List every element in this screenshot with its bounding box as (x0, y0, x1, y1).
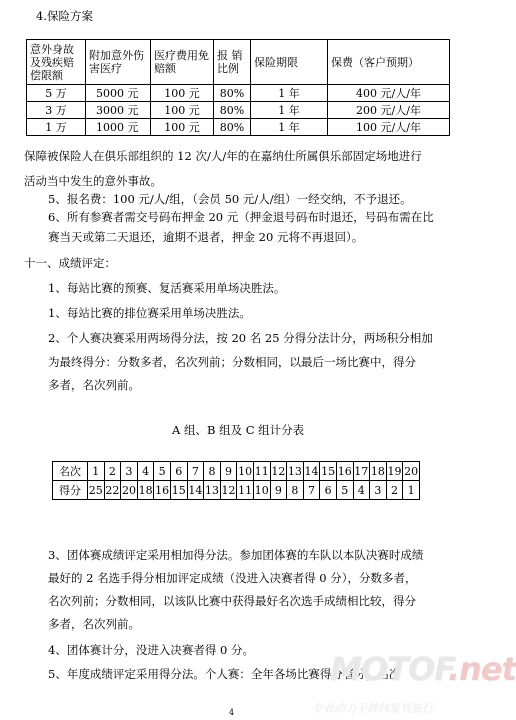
paragraph-line: 2、个人赛决赛采用两场得分法，按 20 名 25 分得分法计分，两场积分相加 (48, 331, 433, 345)
rank-cell: 2 (104, 462, 121, 481)
rank-cell: 3 (121, 462, 138, 481)
points-row (53, 481, 420, 500)
points-cell: 1 (403, 481, 420, 500)
rank-cell: 13 (287, 462, 304, 481)
rank-cell: 15 (320, 462, 337, 481)
paragraph-line: 3、团体赛成绩评定采用相加得分法。参加团体赛的车队以本队决赛时成绩 (48, 548, 424, 562)
rank-cell: 11 (253, 462, 270, 481)
points-cell: 8 (287, 481, 304, 500)
rank-cell: 5 (154, 462, 171, 481)
rank-cell: 18 (370, 462, 387, 481)
rank-cell: 1 (88, 462, 105, 481)
table-cell: 400 元/人/年 (328, 85, 450, 102)
table-cell: 200 元/人/年 (328, 102, 450, 119)
table-cell: 1 年 (251, 102, 328, 119)
points-cell: 25 (88, 481, 105, 500)
paragraph-line: 4、团体赛计分，没进入决赛者得 0 分。 (48, 643, 254, 657)
rank-cell: 7 (187, 462, 204, 481)
points-cell: 12 (220, 481, 237, 500)
header-cell: 保费（客户预期） (328, 40, 450, 85)
rank-label: 名次 (53, 462, 88, 481)
points-cell: 15 (170, 481, 187, 500)
paragraph-line: 活动当中发生的意外事故。 (24, 174, 162, 188)
page-number: 4 (229, 708, 235, 717)
paragraph-line: 5、报名费：100 元/人/组，（会员 50 元/人/组）一经交纳，不予退还。 (48, 192, 412, 206)
paragraph-line: 多者，名次列前。 (48, 378, 140, 392)
points-cell: 2 (386, 481, 403, 500)
watermark-slogan: 专业动力子牌找发货旅行 (312, 702, 433, 715)
points-cell: 11 (237, 481, 254, 500)
rank-row (53, 462, 420, 481)
points-cell: 10 (253, 481, 270, 500)
header-cell: 保险期限 (251, 40, 328, 85)
table-cell: 5 万 (27, 85, 86, 102)
paragraph-line: 多者，名次列前。 (48, 617, 140, 631)
table-cell: 3 万 (27, 102, 86, 119)
rank-cell: 19 (386, 462, 403, 481)
points-cell: 22 (104, 481, 121, 500)
points-label: 得分 (53, 481, 88, 500)
points-cell: 20 (121, 481, 138, 500)
points-cell: 9 (270, 481, 287, 500)
rank-cell: 4 (137, 462, 154, 481)
points-cell: 13 (204, 481, 221, 500)
header-cell: 附加意外伤害医疗 (86, 40, 151, 85)
paragraph-line: 6、所有参赛者需交号码布押金 20 元（押金退号码布时退还，号码布需在比 (48, 210, 434, 224)
rank-cell: 16 (336, 462, 353, 481)
insurance-heading: 4.保险方案 (36, 9, 93, 23)
paragraph-line: 名次列前；分数相同，以该队比赛中获得最好名次选手成绩相比较，得分 (48, 594, 416, 608)
table-cell: 100 元 (151, 102, 214, 119)
table-cell: 100 元 (151, 119, 214, 136)
paragraph-line: 为最终得分：分数多者，名次列前；分数相同，以最后一场比赛中，得分 (48, 355, 416, 369)
points-cell: 4 (353, 481, 370, 500)
insurance-table (26, 39, 450, 136)
rank-cell: 9 (220, 462, 237, 481)
watermark-logo (330, 650, 516, 688)
paragraph-line: 最好的 2 名选手得分相加评定成绩（没进入决赛者得 0 分），分数多者， (48, 571, 417, 585)
section-heading: 十一、成绩评定： (24, 256, 116, 270)
header-cell: 医疗费用免赔额 (151, 40, 214, 85)
rank-cell: 12 (270, 462, 287, 481)
table-cell: 100 元/人/年 (328, 119, 450, 136)
paragraph-line: 保障被保险人在俱乐部组织的 12 次/人/年的在嘉纳仕所属俱乐部固定场地进行 (24, 149, 422, 163)
table-header-row (27, 40, 450, 85)
table-row (27, 102, 450, 119)
paragraph-line: 赛当天或第二天退还，逾期不退者，押金 20 元将不再退回）。 (48, 230, 364, 244)
table-cell: 1000 元 (86, 119, 151, 136)
points-cell: 6 (320, 481, 337, 500)
paragraph-line: 1、每站比赛的排位赛采用单场决胜法。 (48, 306, 251, 320)
table-cell: 1 年 (251, 119, 328, 136)
rank-cell: 10 (237, 462, 254, 481)
points-cell: 18 (137, 481, 154, 500)
points-cell: 3 (370, 481, 387, 500)
rank-cell: 8 (204, 462, 221, 481)
header-cell: 报 销比例 (214, 40, 251, 85)
score-table-title: A 组、B 组及 C 组计分表 (172, 423, 305, 437)
table-row (27, 119, 450, 136)
table-cell: 100 元 (151, 85, 214, 102)
rank-cell: 20 (403, 462, 420, 481)
table-cell: 80% (214, 119, 251, 136)
table-cell: 1 年 (251, 85, 328, 102)
paragraph-line: 5、年度成绩评定采用得分法。个人赛：全年各场比赛得分者分，名次 (48, 667, 401, 681)
rank-cell: 17 (353, 462, 370, 481)
watermark-logo-main: MOTOF (330, 650, 448, 688)
table-cell: 80% (214, 102, 251, 119)
rank-cell: 14 (303, 462, 320, 481)
table-cell: 3000 元 (86, 102, 151, 119)
rank-cell: 6 (170, 462, 187, 481)
points-cell: 16 (154, 481, 171, 500)
paragraph-line: 1、每站比赛的预赛、复活赛采用单场决胜法。 (48, 281, 286, 295)
table-cell: 5000 元 (86, 85, 151, 102)
header-cell: 意外身故及残疾赔偿限额 (27, 40, 86, 85)
points-cell: 7 (303, 481, 320, 500)
table-row (27, 85, 450, 102)
table-cell: 80% (214, 85, 251, 102)
score-table (52, 461, 420, 500)
points-cell: 14 (187, 481, 204, 500)
table-cell: 1 万 (27, 119, 86, 136)
watermark-logo-suffix: .net (447, 650, 516, 688)
points-cell: 5 (336, 481, 353, 500)
